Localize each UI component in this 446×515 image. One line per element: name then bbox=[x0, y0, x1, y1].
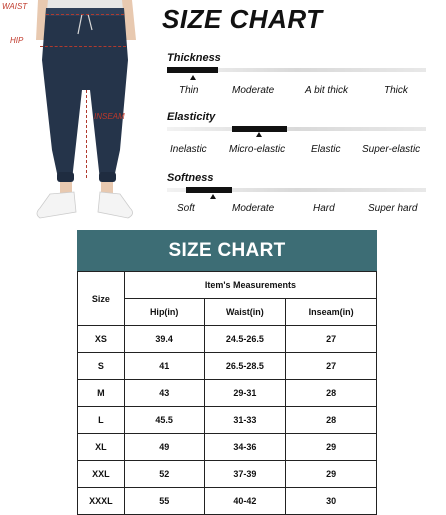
table-row bbox=[78, 488, 377, 515]
softness-option: Hard bbox=[313, 203, 335, 214]
thickness-option: Thick bbox=[384, 85, 408, 96]
elasticity-option: Inelastic bbox=[170, 144, 207, 155]
inseam-cell: 28 bbox=[286, 407, 377, 434]
waist-cell: 29-31 bbox=[204, 380, 286, 407]
table-row bbox=[78, 380, 377, 407]
size-cell: XXL bbox=[78, 461, 125, 488]
table-row bbox=[78, 461, 377, 488]
size-cell: XL bbox=[78, 434, 125, 461]
hip-cell: 43 bbox=[124, 380, 204, 407]
thickness-option: A bit thick bbox=[305, 85, 348, 96]
elasticity-scale bbox=[167, 127, 426, 131]
size-cell: S bbox=[78, 353, 125, 380]
waist-cell: 40-42 bbox=[204, 488, 286, 515]
inseam-cell: 28 bbox=[286, 380, 377, 407]
waist-label: WAIST bbox=[2, 2, 28, 11]
elasticity-option: Micro-elastic bbox=[229, 144, 286, 155]
size-header: Size bbox=[78, 272, 125, 326]
softness-level bbox=[186, 187, 232, 193]
hip-label: HIP bbox=[10, 36, 24, 45]
hip-cell: 39.4 bbox=[124, 326, 204, 353]
table-row bbox=[78, 407, 377, 434]
table-row bbox=[78, 353, 377, 380]
elasticity-label: Elasticity bbox=[167, 111, 216, 123]
size-cell: XS bbox=[78, 326, 125, 353]
table-header-row bbox=[78, 272, 377, 299]
softness-label: Softness bbox=[167, 172, 214, 184]
page-title: SIZE CHART bbox=[162, 4, 323, 34]
softness-option: Super hard bbox=[368, 203, 418, 214]
hip-cell: 45.5 bbox=[124, 407, 204, 434]
elasticity-pointer bbox=[256, 132, 262, 137]
hip-cell: 49 bbox=[124, 434, 204, 461]
hip-cell: 41 bbox=[124, 353, 204, 380]
inseam-cell: 29 bbox=[286, 434, 377, 461]
model-figure bbox=[2, 0, 150, 228]
table-title: SIZE CHART bbox=[77, 230, 377, 271]
waist-cell: 37-39 bbox=[204, 461, 286, 488]
table-row bbox=[78, 434, 377, 461]
inseam-cell: 27 bbox=[286, 326, 377, 353]
thickness-option: Moderate bbox=[232, 85, 275, 96]
table-row bbox=[78, 326, 377, 353]
softness-option: Soft bbox=[177, 203, 195, 214]
measurements-header: Item's Measurements bbox=[124, 272, 376, 299]
inseam-cell: 27 bbox=[286, 353, 377, 380]
waist-cell: 26.5-28.5 bbox=[204, 353, 286, 380]
hip-cell: 55 bbox=[124, 488, 204, 515]
softness-option: Moderate bbox=[232, 203, 275, 214]
size-table bbox=[77, 271, 377, 515]
inseam-line bbox=[86, 90, 87, 178]
inseam-column-header: Inseam(in) bbox=[286, 299, 377, 326]
waist-cell: 34-36 bbox=[204, 434, 286, 461]
size-cell: M bbox=[78, 380, 125, 407]
inseam-cell: 30 bbox=[286, 488, 377, 515]
thickness-pointer bbox=[190, 75, 196, 80]
softness-pointer bbox=[210, 194, 216, 199]
inseam-label: INSEAM bbox=[94, 112, 125, 121]
pants-illustration bbox=[20, 0, 150, 228]
waist-column-header: Waist(in) bbox=[204, 299, 286, 326]
hip-line bbox=[40, 46, 126, 47]
thickness-level bbox=[167, 67, 218, 73]
hip-column-header: Hip(in) bbox=[124, 299, 204, 326]
elasticity-option: Elastic bbox=[311, 144, 341, 155]
waist-cell: 24.5-26.5 bbox=[204, 326, 286, 353]
elasticity-option: Super-elastic bbox=[362, 144, 421, 155]
waist-line bbox=[46, 14, 124, 15]
thickness-option: Thin bbox=[179, 85, 199, 96]
hip-cell: 52 bbox=[124, 461, 204, 488]
inseam-cell: 29 bbox=[286, 461, 377, 488]
size-cell: XXXL bbox=[78, 488, 125, 515]
size-cell: L bbox=[78, 407, 125, 434]
thickness-label: Thickness bbox=[167, 52, 221, 64]
waist-cell: 31-33 bbox=[204, 407, 286, 434]
